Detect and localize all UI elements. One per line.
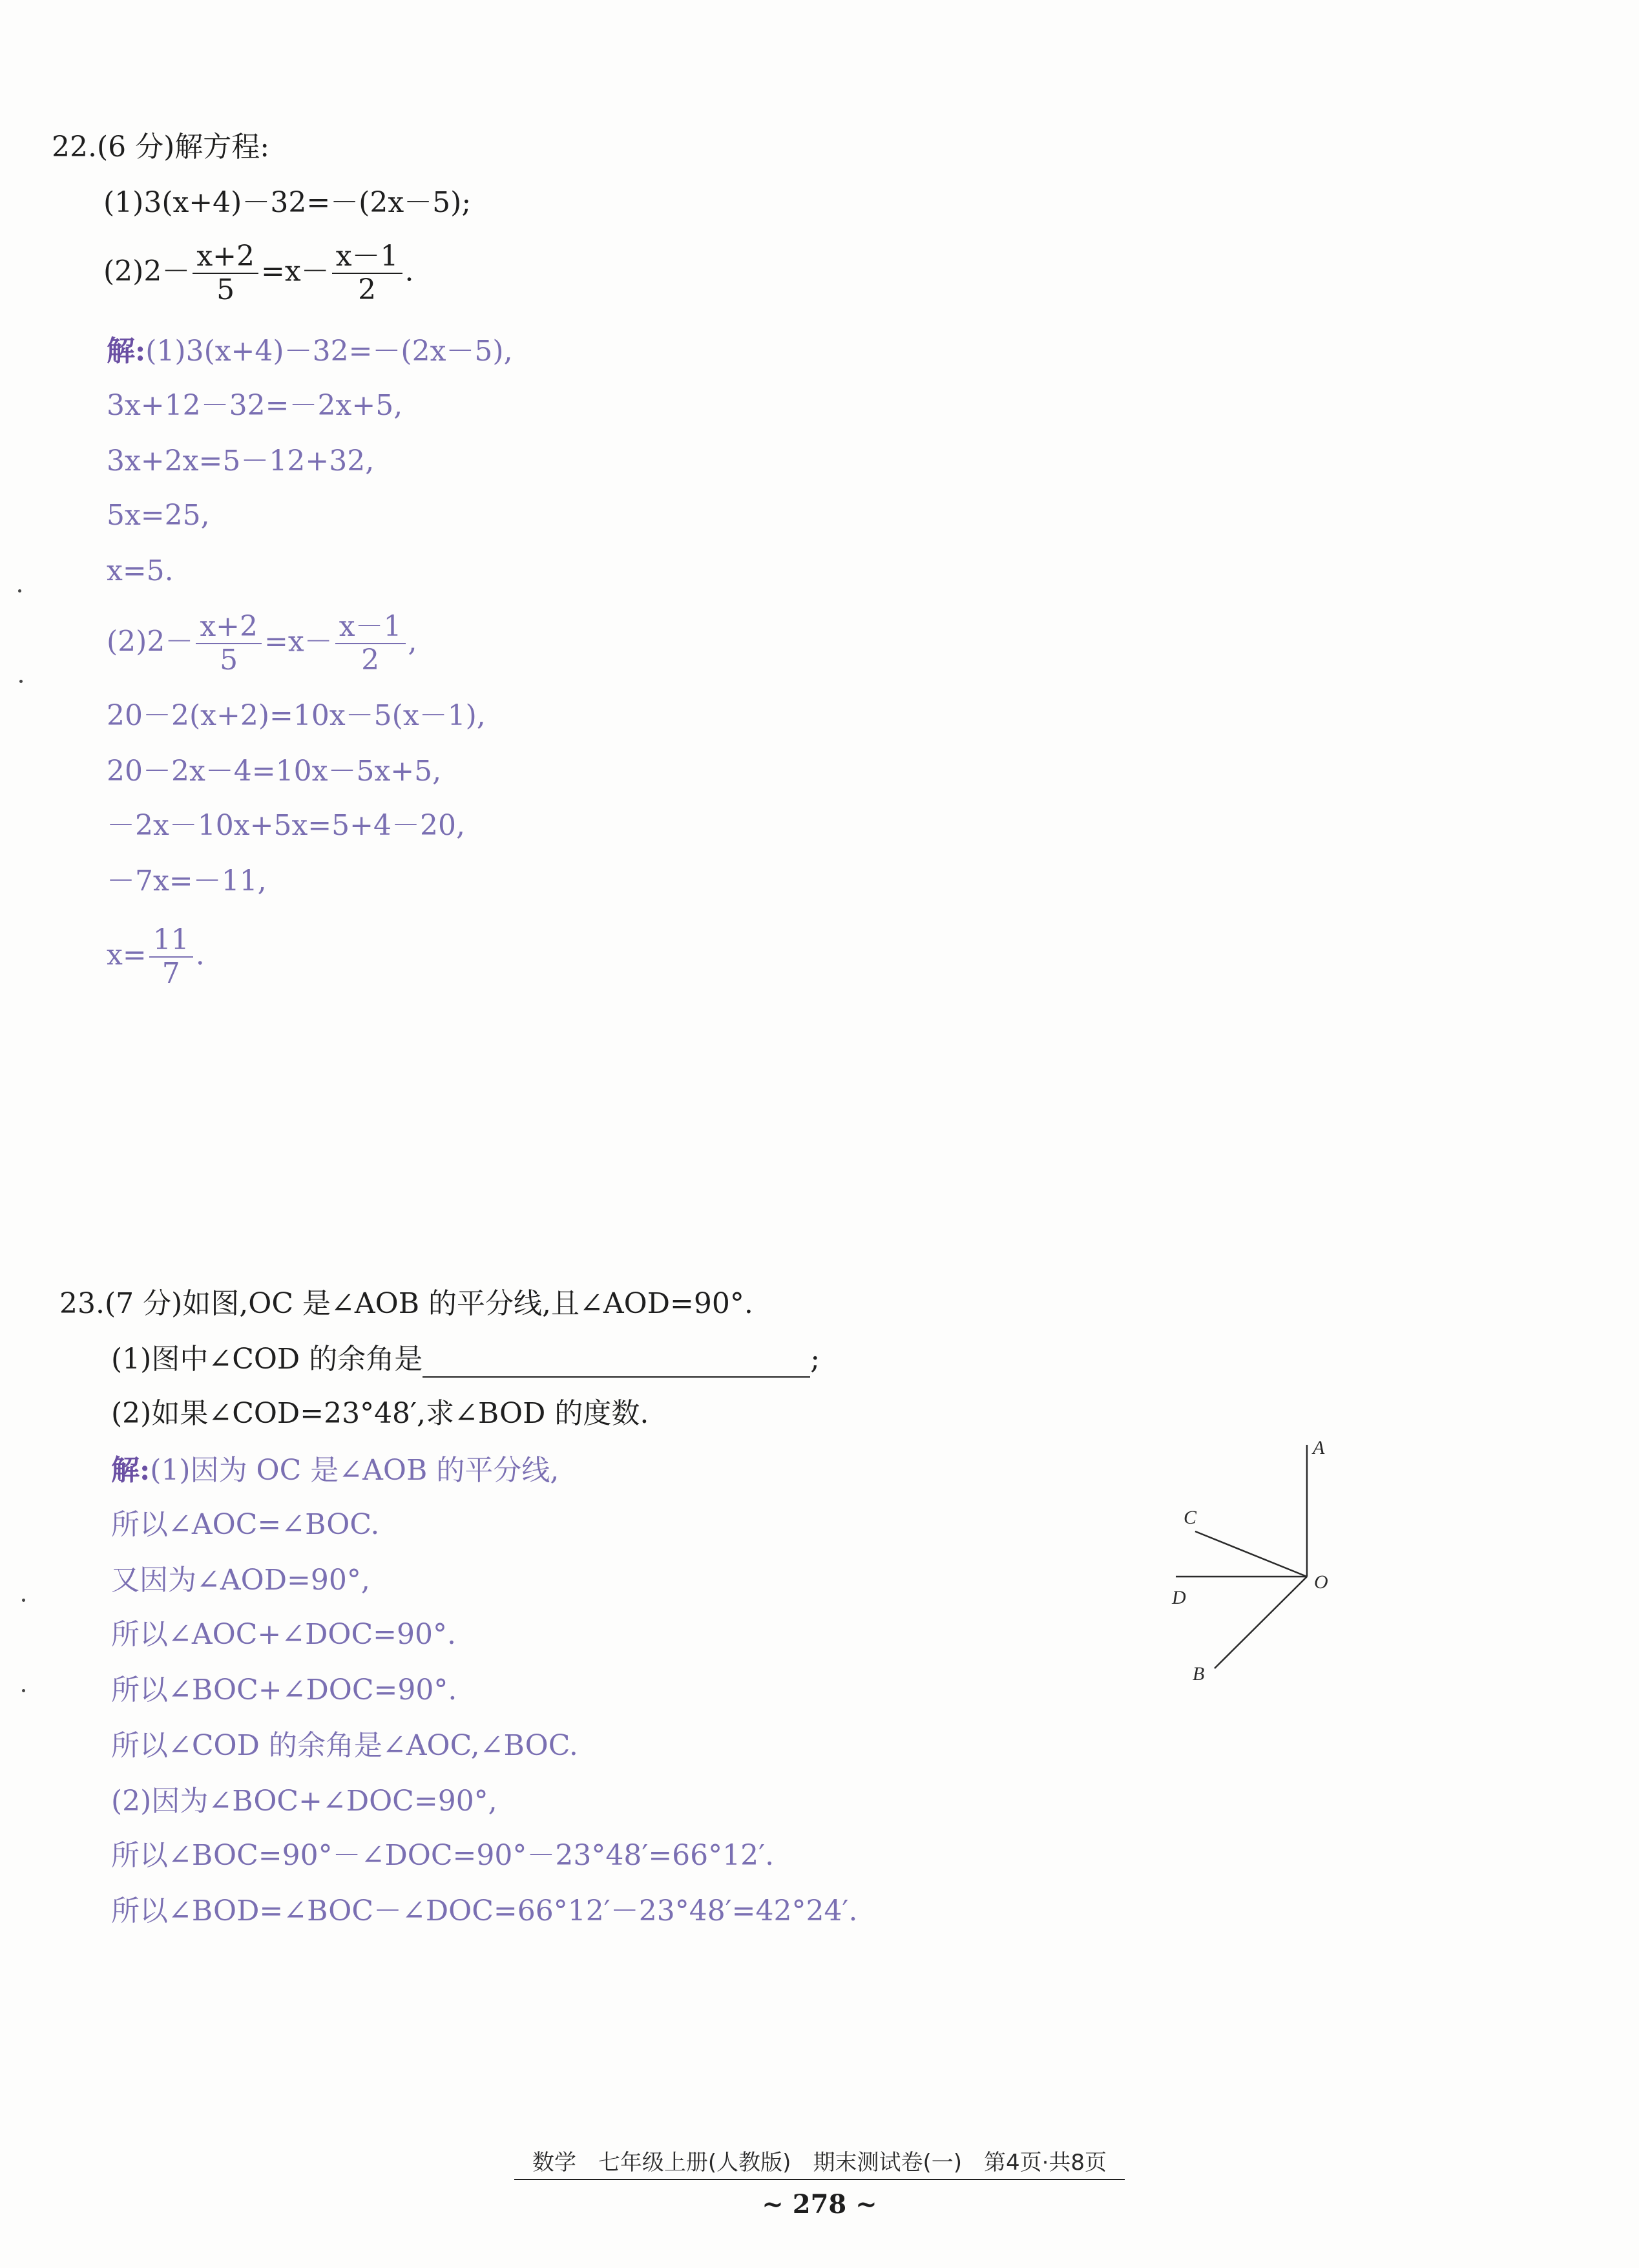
q22-solution-line-11 — [107, 924, 205, 990]
q22-solution-s6-f2-denominator: 2 — [361, 644, 380, 677]
q23-solution-line-7: (2)因为∠BOC+∠DOC=90°, — [111, 1785, 497, 1818]
q22-part2-f2-denominator: 2 — [358, 273, 377, 306]
q22-part2 — [103, 240, 414, 306]
label-d: D — [1172, 1587, 1186, 1608]
q22-part1: (1)3(x+4)－32=－(2x－5); — [103, 186, 472, 219]
q22-solution-line-6 — [107, 611, 417, 677]
angle-figure — [1150, 1428, 1357, 1699]
q22-part2-f2-numerator: x－1 — [332, 240, 402, 274]
q22-solution-s6-mid: =x－ — [264, 625, 333, 658]
margin-mark-2 — [19, 680, 23, 683]
q23-solution-line-2: 所以∠AOC=∠BOC. — [111, 1508, 380, 1541]
q22-solution-s6-f1-denominator: 5 — [220, 644, 238, 677]
q22-solution-line-1 — [107, 333, 513, 370]
margin-mark-1 — [18, 589, 21, 593]
q22-title: 22.(6 分)解方程: — [52, 131, 270, 163]
q23-solution-line-8: 所以∠BOC=90°－∠DOC=90°－23°48′=66°12′. — [111, 1839, 775, 1872]
page-number: ~ 278 ~ — [762, 2189, 877, 2220]
q22-part2-f1-numerator: x+2 — [193, 240, 258, 274]
ray-ob — [1215, 1577, 1307, 1668]
label-a: A — [1313, 1437, 1325, 1458]
q23-solution-s1: (1)因为 OC 是∠AOB 的平分线, — [150, 1454, 559, 1487]
q22-part2-mid: =x－ — [261, 255, 329, 288]
q22-solution-s6-end: , — [408, 625, 417, 658]
q23-part1 — [111, 1341, 820, 1378]
q23-part2: (2)如果∠COD=23°48′,求∠BOD 的度数. — [111, 1397, 649, 1430]
label-o: O — [1314, 1571, 1328, 1593]
q22-solution-line-9: －2x－10x+5x=5+4－20, — [107, 809, 465, 842]
q23-part1-answer-blank — [423, 1348, 810, 1378]
footer-info: 数学 七年级上册(人教版) 期末测试卷(一) 第4页·共8页 — [514, 2142, 1125, 2180]
q22-solution-s11-fraction — [149, 924, 193, 990]
q22-part2-fraction-2 — [332, 240, 402, 306]
q23-solution-line-9: 所以∠BOD=∠BOC－∠DOC=66°12′－23°48′=42°24′. — [111, 1895, 858, 1927]
label-c: C — [1184, 1507, 1197, 1528]
q22-part2-f1-denominator: 5 — [216, 273, 235, 306]
q22-solution-line-7: 20－2(x+2)=10x－5(x－1), — [107, 699, 486, 732]
q23-solution-line-6: 所以∠COD 的余角是∠AOC,∠BOC. — [111, 1729, 578, 1762]
ray-oc — [1195, 1531, 1307, 1577]
q22-solution-line-10: －7x=－11, — [107, 865, 267, 898]
q22-solution-s11-denominator: 7 — [162, 957, 180, 990]
q22-solution-line-3: 3x+2x=5－12+32, — [107, 445, 375, 478]
q23-solution-line-4: 所以∠AOC+∠DOC=90°. — [111, 1618, 456, 1651]
q22-solution-line-2: 3x+12－32=－2x+5, — [107, 389, 403, 422]
q23-solution-line-3: 又因为∠AOD=90°, — [111, 1564, 370, 1597]
q22-solution-s11-prefix: x= — [107, 938, 147, 972]
q22-solution-line-5: x=5. — [107, 554, 174, 587]
q22-solution-s1: (1)3(x+4)－32=－(2x－5), — [145, 335, 513, 368]
q22-part2-fraction-1 — [193, 240, 258, 306]
q22-solution-s6-fraction-2 — [335, 611, 406, 677]
q22-solution-line-4: 5x=25, — [107, 499, 210, 532]
q22-solution-s6-fraction-1 — [196, 611, 262, 677]
page-footer — [0, 2142, 1639, 2220]
q22-solution-head: 解: — [107, 335, 146, 368]
q23-solution-head: 解: — [111, 1454, 151, 1487]
margin-mark-3 — [22, 1599, 25, 1602]
q22-part2-end: . — [404, 255, 414, 288]
q22-solution-line-8: 20－2x－4=10x－5x+5, — [107, 755, 442, 788]
q23-part1-prefix: (1)图中∠COD 的余角是 — [111, 1343, 423, 1376]
q23-title: 23.(7 分)如图,OC 是∠AOB 的平分线,且∠AOD=90°. — [59, 1287, 753, 1320]
label-b: B — [1193, 1663, 1205, 1685]
q22-solution-s6-prefix: (2)2－ — [107, 625, 194, 658]
margin-mark-4 — [22, 1689, 25, 1692]
q22-solution-s6-f1-numerator: x+2 — [196, 611, 262, 644]
q23-solution-line-5: 所以∠BOC+∠DOC=90°. — [111, 1674, 457, 1706]
q22-solution-s11-end: . — [195, 938, 205, 972]
q23-solution-line-1 — [111, 1453, 559, 1489]
q22-solution-s6-f2-numerator: x－1 — [335, 611, 406, 644]
q23-part1-end: ; — [810, 1343, 820, 1376]
q22-solution-s11-numerator: 11 — [149, 924, 193, 958]
q22-part2-prefix: (2)2－ — [103, 255, 191, 288]
